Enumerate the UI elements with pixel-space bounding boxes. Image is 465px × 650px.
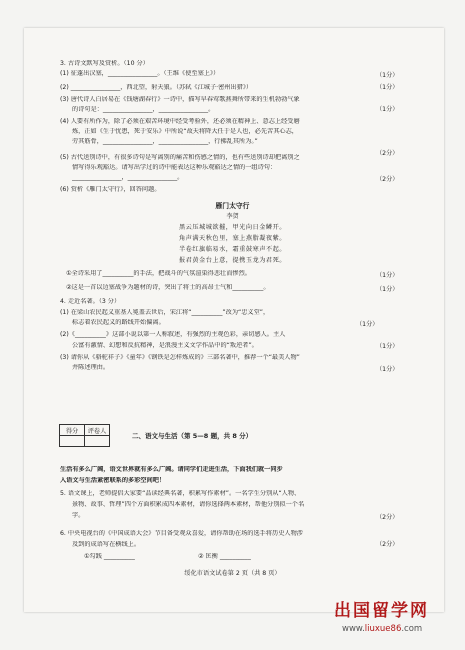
poem-line: 半卷红旗临易水，霜重鼓寒声不起。 [179, 246, 286, 253]
score-table-cell [85, 436, 110, 447]
section-2-intro-line-1: 生活有多么广阔，语文世界就有多么广阔。请同学们走进生活，下面我们就一同步 [60, 466, 283, 473]
watermark-url [342, 624, 422, 634]
q3-item-3-line-1: (3) 唐代诗人白居易在《钱塘湖春行》一诗中，描写早春莺歌燕舞所带来的生机勃勃气象 [60, 96, 300, 103]
q6-blank-b: ② 匡衡 __________ [198, 553, 251, 560]
q4-item-2-line-2: 公富有激情、幻想和反抗精神，是浪漫主义文学作品中的“叛逆者”。 [72, 342, 258, 349]
watermark-url-brand: liuxue86 [364, 624, 402, 634]
poem-question-1: ①全诗采用了__________的手法，把战斗的气氛渲染得悲壮而惨烈。 [66, 270, 251, 277]
q3-item-2: (2) ________________，西北望，射天狼。（苏轼《江城子·密州出猎》） [60, 84, 253, 91]
score-table-label-score: 得分 [60, 425, 85, 436]
q3-item-5-score: （2分） [376, 176, 399, 183]
q4-item-3-score: （1分） [376, 366, 399, 373]
q6-line-1: 6. 中央电视台的《中国成语大会》节目备受观众喜爱，请你帮助在场的选手将历史人物涉 [60, 530, 303, 537]
q3-item-4-line-2: 炼，正如《生于忧患，死于安乐》中所说“故天将降大任于是人也，必先苦其心志， [72, 128, 298, 135]
q4-title: 4. 走近名著。（3 分） [60, 298, 121, 305]
q6-blank-a: ①勾践 __________ [84, 553, 135, 560]
poem-question-1-score: （1分） [376, 272, 399, 279]
q4-item-1-line-1: (1) 在梁山农民起义重基人冕盖去世后，宋江将“__________”改为“忠义堂”， [60, 309, 270, 316]
score-table-cell [60, 436, 85, 447]
poem-author: 李贺 [226, 213, 239, 220]
poem-line: 报君黄金台上意，提携玉龙为君死。 [179, 257, 286, 264]
q6-line-2: 及到的成语写在横线上。 [72, 541, 141, 548]
q5-line-3: 字。 [72, 512, 85, 519]
q3-item-1-score: （1分） [376, 72, 399, 79]
score-table-label-grader: 评卷人 [85, 425, 110, 436]
q4-item-2-line-1: (2)《__________》这部小说以第一人称叙述，有强烈的主观色彩，亲切感人。主人 [60, 331, 286, 338]
q4-item-3-line-2: 并陈述理由。 [72, 364, 110, 371]
q4-item-1-line-2: 标志着农民起义的路线开始偏离。 [72, 319, 165, 326]
site-watermark [326, 596, 456, 644]
q4-item-1-score: （1分） [356, 321, 379, 328]
q3-title: 3. 古诗文默写及赏析。（10 分） [60, 60, 149, 67]
q4-item-3-line-1: (3) 请你从《骆驼祥子》《童年》《钢铁是怎样炼成的》三部名著中，推荐一个“最美人物” [60, 354, 300, 361]
q3-item-5-line-1: (5) 古代送别诗中，有很多诗句是写离别的痛苦和伤感之情的，也有些送别诗却把离别之 [60, 154, 300, 161]
score-table [59, 424, 110, 447]
q4-item-2-score: （1分） [376, 343, 399, 350]
q5-score: （2分） [376, 514, 399, 521]
q3-item-3-score: （1分） [376, 106, 399, 113]
poem-line: 黑云压城城欲摧，甲光向日金鳞开。 [179, 224, 286, 231]
poem-title: 雁门太守行 [215, 202, 250, 210]
watermark-url-suffix: .com [401, 624, 423, 634]
poem-line: 角声满天秋色里，塞上燕脂凝夜紫。 [179, 235, 286, 242]
q3-item-1: (1) 征蓬出汉塞，________________。（王维《使至塞上》） [60, 70, 220, 77]
q3-item-6: (6) 赏析《雁门太守行》，回答问题。 [60, 186, 161, 193]
q3-item-3-line-2: 的诗句是：________________，________________。 [72, 106, 215, 113]
q3-item-2-score: （1分） [376, 84, 399, 91]
watermark-url-prefix: www. [342, 624, 365, 634]
poem-question-2-score: （1分） [376, 286, 399, 293]
section-2-intro-line-2: 入语文与生活紧密联系的多彩空间吧！ [60, 477, 166, 484]
q3-item-4-score: （2分） [376, 150, 399, 157]
watermark-title: 出国留学网 [334, 601, 429, 621]
q3-item-4-line-3: 劳其筋骨，________________，________________，行拂乱其所为。” [72, 138, 258, 145]
q3-item-5-line-3: ________________，________________。 [72, 174, 184, 181]
q3-item-5-line-2: 情写得乐观豁达。请写出学过的诗中能表达这种乐观豁达之情的一组诗句： [72, 164, 277, 171]
q3-item-4-line-1: (4) 人要有所作为，除了必须在艰苦环境中经受考验外，还必须在精神上、意志上经受磨 [60, 118, 300, 125]
q5-line-1: 5. 语文课上，老师提倡大家要“品读经典名著，积累写作素材”。一名学生分别从“人物、 [60, 490, 301, 497]
section-2-title: 二、语文与生活（第 5—8 题，共 8 分） [132, 432, 253, 440]
q6-score: （2分） [376, 541, 399, 548]
q5-line-2: 景物、故事、哲理”四个方面积累成四本素材，请你选择两本素材，帮他分别拟一个名 [72, 501, 305, 508]
page-footer: 绥化市语文试卷第 2 页（共 8 页） [184, 570, 281, 577]
poem-question-2: ②这是一首以边塞战争为题材的诗，突出了将士的高昂士气和__________。 [66, 284, 270, 291]
